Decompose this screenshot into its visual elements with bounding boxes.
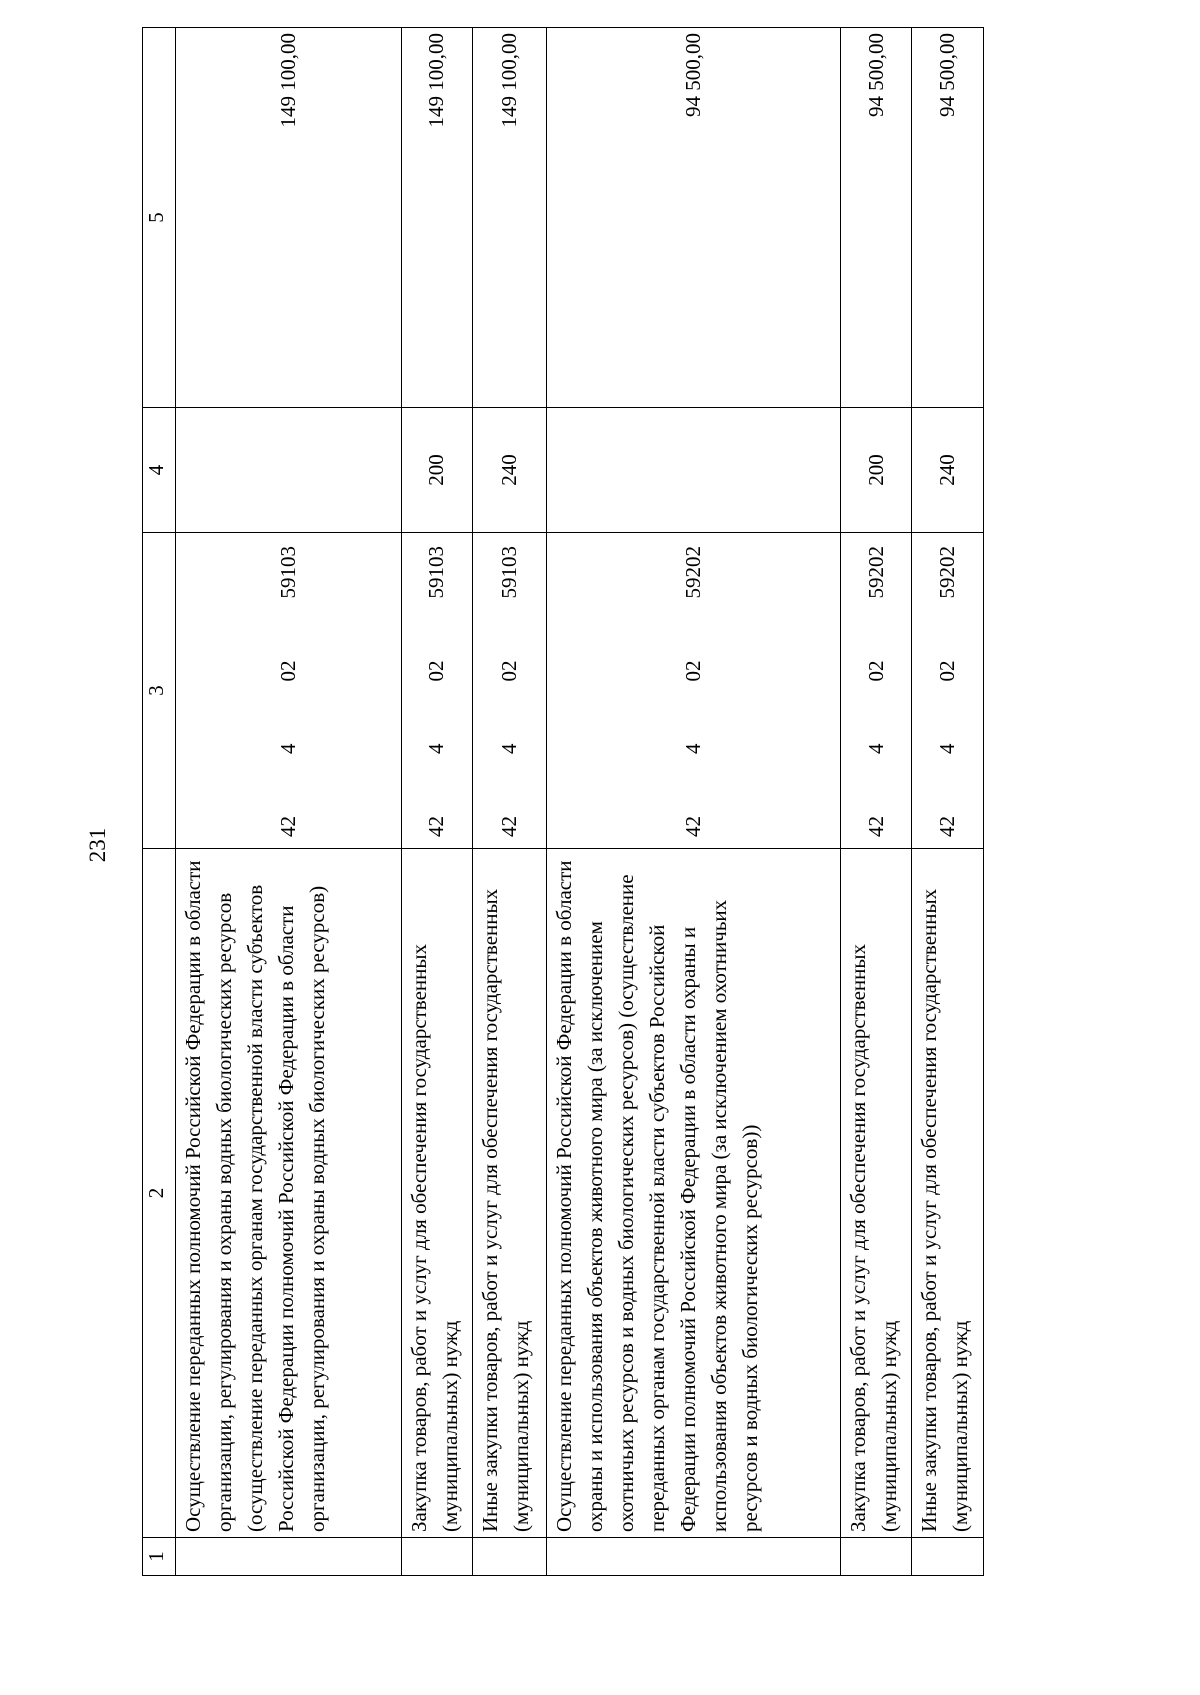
row-number-cell (176, 1538, 401, 1576)
code-part: 42 (863, 816, 888, 837)
code-part: 4 (424, 743, 449, 754)
amount-cell: 94 500,00 (546, 28, 840, 408)
amount-cell: 94 500,00 (912, 28, 984, 408)
table-row (473, 28, 547, 1576)
table-row (176, 28, 401, 1576)
code-part: 02 (935, 660, 960, 682)
code-cell (840, 533, 912, 849)
code-part: 42 (275, 816, 300, 837)
code-part: 59202 (863, 546, 888, 599)
description-cell: Осуществление переданных полномочий Российской Федерации в области организации, регулирования и охраны водных биологических ресурсов (осуществление переданных органам государственной власти субъектов Российской Федерации полномочий Российской Федерации в области организации, регулирования и охраны водных биологических ресурсов) (176, 849, 401, 1538)
amount-cell: 149 100,00 (176, 28, 401, 408)
table-row (546, 28, 840, 1576)
description-cell: Иные закупки товаров, работ и услуг для обеспечения государственных (муниципальных) нужд (473, 849, 547, 1538)
header-col-3: 3 (143, 533, 176, 849)
code-cell (912, 533, 984, 849)
code-part: 02 (424, 660, 449, 682)
budget-table-rotated (142, 33, 984, 1576)
code-part: 4 (863, 743, 888, 754)
type-cell: 240 (912, 408, 984, 533)
amount-cell: 149 100,00 (473, 28, 547, 408)
code-part: 59202 (935, 546, 960, 599)
description-cell: Закупка товаров, работ и услуг для обеспечения государственных (муниципальных) нужд (840, 849, 912, 1538)
header-col-5: 5 (143, 28, 176, 408)
type-cell: 200 (840, 408, 912, 533)
code-part: 59103 (275, 546, 300, 599)
type-cell: 240 (473, 408, 547, 533)
header-col-4: 4 (143, 408, 176, 533)
code-part: 4 (935, 743, 960, 754)
code-part: 02 (863, 660, 888, 682)
code-cell (473, 533, 547, 849)
code-part: 4 (680, 743, 705, 754)
row-number-cell (401, 1538, 473, 1576)
header-col-1: 1 (143, 1538, 176, 1576)
code-part: 42 (497, 816, 522, 837)
code-part: 42 (935, 816, 960, 837)
code-part: 59103 (497, 546, 522, 599)
row-number-cell (546, 1538, 840, 1576)
description-cell: Иные закупки товаров, работ и услуг для обеспечения государственных (муниципальных) нужд (912, 849, 984, 1538)
type-cell (176, 408, 401, 533)
row-number-cell (912, 1538, 984, 1576)
amount-cell: 94 500,00 (840, 28, 912, 408)
type-cell: 200 (401, 408, 473, 533)
table-row (912, 28, 984, 1576)
code-part: 02 (275, 660, 300, 682)
code-part: 59103 (424, 546, 449, 599)
page-number: 231 (85, 827, 110, 863)
code-part: 59202 (680, 546, 705, 599)
table-row (401, 28, 473, 1576)
budget-table (142, 27, 984, 1576)
code-part: 4 (275, 743, 300, 754)
code-part: 02 (680, 660, 705, 682)
description-cell: Закупка товаров, работ и услуг для обеспечения государственных (муниципальных) нужд (401, 849, 473, 1538)
row-number-cell (840, 1538, 912, 1576)
code-cell (176, 533, 401, 849)
code-part: 42 (680, 816, 705, 837)
row-number-cell (473, 1538, 547, 1576)
amount-cell: 149 100,00 (401, 28, 473, 408)
table-row (840, 28, 912, 1576)
header-col-2: 2 (143, 849, 176, 1538)
description-cell: Осуществление переданных полномочий Российской Федерации в области охраны и использования объектов животного мира (за исключением охотничьих ресурсов и водных биологических ресурсов) (осуществление переданных органам государственной власти субъектов Российской Федерации полномочий Российской Федерации в области охраны и использования объектов животного мира (за исключением охотничьих ресурсов и водных биологических ресурсов)) (546, 849, 840, 1538)
code-cell (546, 533, 840, 849)
type-cell (546, 408, 840, 533)
table-header-row (143, 28, 176, 1576)
code-cell (401, 533, 473, 849)
budget-table-container (142, 33, 984, 1576)
code-part: 02 (497, 660, 522, 682)
code-part: 42 (424, 816, 449, 837)
code-part: 4 (497, 743, 522, 754)
